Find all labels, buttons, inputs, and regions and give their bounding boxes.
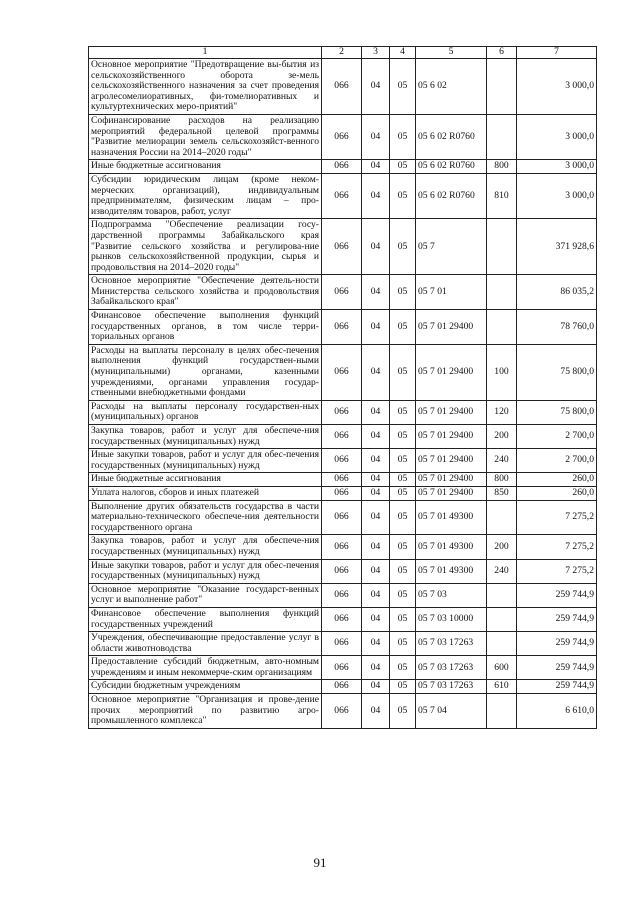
header-cell-7: 7 [517, 47, 597, 59]
table-row [89, 344, 597, 400]
row-ved-code: 066 [322, 656, 362, 680]
row-target-code: 05 7 03 [416, 583, 487, 607]
table-row [89, 400, 597, 424]
row-section-code: 04 [362, 173, 390, 218]
row-ved-code: 066 [322, 310, 362, 345]
table-row [89, 310, 597, 345]
row-section-code: 04 [362, 275, 390, 310]
row-name: Финансовое обеспечение выполнения функций государственных учреждений [89, 607, 322, 631]
row-subsection-code: 05 [390, 344, 416, 400]
row-subsection-code: 05 [390, 607, 416, 631]
row-expense-type-code [487, 114, 517, 159]
row-subsection-code: 05 [390, 583, 416, 607]
row-ved-code: 066 [322, 449, 362, 473]
row-subsection-code: 05 [390, 400, 416, 424]
row-amount: 2 700,0 [517, 449, 597, 473]
table-row [89, 535, 597, 559]
table-row [89, 449, 597, 473]
row-subsection-code: 05 [390, 656, 416, 680]
row-section-code: 04 [362, 114, 390, 159]
row-amount: 75 800,0 [517, 400, 597, 424]
row-target-code: 05 7 03 10000 [416, 607, 487, 631]
row-name: Закупка товаров, работ и услуг для обеспече-ния государственных (муниципальных) нужд [89, 535, 322, 559]
row-expense-type-code [487, 59, 517, 115]
table-row [89, 500, 597, 535]
row-expense-type-code: 100 [487, 344, 517, 400]
row-ved-code: 066 [322, 535, 362, 559]
row-section-code: 04 [362, 680, 390, 694]
row-section-code: 04 [362, 59, 390, 115]
row-expense-type-code [487, 275, 517, 310]
row-name: Основное мероприятие "Предотвращение вы-бытия из сельскохозяйственного оборота зе-мель сельскохозяйственного назначения за счет проведения агролесомелиоративных, фи-томелиоративных и культуртехнических меро-приятий" [89, 59, 322, 115]
row-subsection-code: 05 [390, 310, 416, 345]
row-subsection-code: 05 [390, 559, 416, 583]
row-expense-type-code: 600 [487, 656, 517, 680]
row-target-code: 05 7 01 [416, 275, 487, 310]
row-name: Иные бюджетные ассигнования [89, 160, 322, 174]
row-expense-type-code [487, 694, 517, 729]
row-expense-type-code: 810 [487, 173, 517, 218]
page-number: 91 [313, 855, 327, 870]
row-name: Субсидии бюджетным учреждениям [89, 680, 322, 694]
row-subsection-code: 05 [390, 59, 416, 115]
row-subsection-code: 05 [390, 219, 416, 275]
row-section-code: 04 [362, 219, 390, 275]
table-row [89, 656, 597, 680]
row-ved-code: 066 [322, 275, 362, 310]
row-amount: 259 744,9 [517, 656, 597, 680]
row-section-code: 04 [362, 559, 390, 583]
row-expense-type-code [487, 500, 517, 535]
row-target-code: 05 7 03 17263 [416, 680, 487, 694]
row-subsection-code: 05 [390, 449, 416, 473]
row-name: Основное мероприятие "Обеспечение деятель-ности Министерства сельского хозяйства и продовольствия Забайкальского края" [89, 275, 322, 310]
table-row [89, 114, 597, 159]
row-expense-type-code: 800 [487, 473, 517, 487]
row-target-code: 05 6 02 R0760 [416, 160, 487, 174]
row-expense-type-code [487, 219, 517, 275]
row-ved-code: 066 [322, 607, 362, 631]
row-target-code: 05 7 01 49300 [416, 500, 487, 535]
row-section-code: 04 [362, 449, 390, 473]
row-amount: 371 928,6 [517, 219, 597, 275]
row-expense-type-code: 800 [487, 160, 517, 174]
row-section-code: 04 [362, 425, 390, 449]
row-amount: 75 800,0 [517, 344, 597, 400]
row-ved-code: 066 [322, 473, 362, 487]
row-name: Финансовое обеспечение выполнения функций государственных органов, в том числе терри-ториальных органов [89, 310, 322, 345]
table-row [89, 219, 597, 275]
row-name: Закупка товаров, работ и услуг для обеспече-ния государственных (муниципальных) нужд [89, 425, 322, 449]
row-target-code: 05 7 03 17263 [416, 632, 487, 656]
row-section-code: 04 [362, 632, 390, 656]
row-name: Основное мероприятие "Оказание государст-венных услуг и выполнение работ" [89, 583, 322, 607]
table-row [89, 160, 597, 174]
row-subsection-code: 05 [390, 535, 416, 559]
row-subsection-code: 05 [390, 275, 416, 310]
row-target-code: 05 7 01 29400 [416, 344, 487, 400]
row-amount: 3 000,0 [517, 114, 597, 159]
row-section-code: 04 [362, 310, 390, 345]
header-row [89, 47, 597, 59]
row-section-code: 04 [362, 535, 390, 559]
table-row [89, 583, 597, 607]
row-target-code: 05 7 01 29400 [416, 425, 487, 449]
row-subsection-code: 05 [390, 425, 416, 449]
row-target-code: 05 6 02 R0760 [416, 114, 487, 159]
row-ved-code: 066 [322, 486, 362, 500]
row-target-code: 05 7 01 29400 [416, 400, 487, 424]
row-section-code: 04 [362, 694, 390, 729]
row-section-code: 04 [362, 473, 390, 487]
header-cell-2: 2 [322, 47, 362, 59]
row-target-code: 05 7 01 49300 [416, 535, 487, 559]
row-subsection-code: 05 [390, 500, 416, 535]
row-ved-code: 066 [322, 59, 362, 115]
row-name: Выполнение других обязательств государства в части материально-технического обеспече-ния деятельности государственного органа [89, 500, 322, 535]
row-section-code: 04 [362, 656, 390, 680]
row-ved-code: 066 [322, 583, 362, 607]
row-name: Софинансирование расходов на реализацию мероприятий федеральной целевой программы "Развитие мелиорации земель сельскохозяйст-венного назначения России на 2014–2020 годы" [89, 114, 322, 159]
row-name: Уплата налогов, сборов и иных платежей [89, 486, 322, 500]
row-ved-code: 066 [322, 500, 362, 535]
row-name: Расходы на выплаты персоналу в целях обес-печения выполнения функций государствен-ными (муниципальными) органами, казенными учреждениями, органами управления государ-ственными внебюджетными фондами [89, 344, 322, 400]
row-amount: 3 000,0 [517, 160, 597, 174]
row-name: Расходы на выплаты персоналу государствен-ных (муниципальных) органов [89, 400, 322, 424]
row-name: Субсидии юридическим лицам (кроме неком-мерческих организаций), индивидуальным предпринимателям, физическим лицам – про-изводителям товаров, работ, услуг [89, 173, 322, 218]
row-section-code: 04 [362, 486, 390, 500]
row-ved-code: 066 [322, 160, 362, 174]
row-expense-type-code: 240 [487, 559, 517, 583]
row-section-code: 04 [362, 500, 390, 535]
row-ved-code: 066 [322, 344, 362, 400]
row-expense-type-code [487, 607, 517, 631]
table-row [89, 694, 597, 729]
table-row [89, 173, 597, 218]
table-row [89, 473, 597, 487]
row-ved-code: 066 [322, 219, 362, 275]
table-row [89, 425, 597, 449]
row-expense-type-code: 850 [487, 486, 517, 500]
row-ved-code: 066 [322, 559, 362, 583]
table-row [89, 275, 597, 310]
row-ved-code: 066 [322, 632, 362, 656]
row-amount: 7 275,2 [517, 500, 597, 535]
row-amount: 3 000,0 [517, 173, 597, 218]
row-section-code: 04 [362, 160, 390, 174]
row-section-code: 04 [362, 583, 390, 607]
row-expense-type-code [487, 632, 517, 656]
row-expense-type-code: 240 [487, 449, 517, 473]
table-row [89, 680, 597, 694]
row-amount: 86 035,2 [517, 275, 597, 310]
row-target-code: 05 7 01 29400 [416, 310, 487, 345]
row-expense-type-code: 200 [487, 425, 517, 449]
header-cell-5: 5 [416, 47, 487, 59]
row-subsection-code: 05 [390, 173, 416, 218]
row-expense-type-code: 200 [487, 535, 517, 559]
row-target-code: 05 7 01 29400 [416, 449, 487, 473]
budget-table [88, 46, 597, 729]
row-amount: 78 760,0 [517, 310, 597, 345]
table-row [89, 59, 597, 115]
row-target-code: 05 7 04 [416, 694, 487, 729]
row-expense-type-code [487, 583, 517, 607]
row-amount: 259 744,9 [517, 583, 597, 607]
row-target-code: 05 7 01 29400 [416, 473, 487, 487]
row-subsection-code: 05 [390, 473, 416, 487]
row-ved-code: 066 [322, 694, 362, 729]
row-ved-code: 066 [322, 425, 362, 449]
row-amount: 7 275,2 [517, 559, 597, 583]
row-amount: 260,0 [517, 473, 597, 487]
row-section-code: 04 [362, 607, 390, 631]
row-amount: 2 700,0 [517, 425, 597, 449]
row-subsection-code: 05 [390, 694, 416, 729]
row-amount: 259 744,9 [517, 632, 597, 656]
row-subsection-code: 05 [390, 486, 416, 500]
row-amount: 6 610,0 [517, 694, 597, 729]
row-expense-type-code: 120 [487, 400, 517, 424]
row-name: Предоставление субсидий бюджетным, авто-номным учреждениям и иным некоммерче-ским организациям [89, 656, 322, 680]
row-name: Иные закупки товаров, работ и услуг для обес-печения государственных (муниципальных) нужд [89, 449, 322, 473]
row-subsection-code: 05 [390, 160, 416, 174]
row-ved-code: 066 [322, 114, 362, 159]
row-amount: 7 275,2 [517, 535, 597, 559]
row-ved-code: 066 [322, 173, 362, 218]
row-name: Учреждения, обеспечивающие предоставление услуг в области животноводства [89, 632, 322, 656]
row-amount: 259 744,9 [517, 680, 597, 694]
row-name: Иные закупки товаров, работ и услуг для обес-печения государственных (муниципальных) нужд [89, 559, 322, 583]
row-target-code: 05 6 02 [416, 59, 487, 115]
header-cell-1: 1 [89, 47, 322, 59]
row-target-code: 05 7 01 29400 [416, 486, 487, 500]
row-target-code: 05 7 [416, 219, 487, 275]
row-name: Основное мероприятие "Организация и прове-дение прочих мероприятий по развитию агро-промышленного комплекса" [89, 694, 322, 729]
row-target-code: 05 7 01 49300 [416, 559, 487, 583]
header-cell-4: 4 [390, 47, 416, 59]
row-expense-type-code [487, 310, 517, 345]
row-expense-type-code: 610 [487, 680, 517, 694]
table-row [89, 559, 597, 583]
header-cell-3: 3 [362, 47, 390, 59]
table-body [89, 59, 597, 729]
row-target-code: 05 6 02 R0760 [416, 173, 487, 218]
table-row [89, 486, 597, 500]
row-section-code: 04 [362, 344, 390, 400]
row-subsection-code: 05 [390, 632, 416, 656]
row-ved-code: 066 [322, 680, 362, 694]
row-section-code: 04 [362, 400, 390, 424]
row-target-code: 05 7 03 17263 [416, 656, 487, 680]
table-row [89, 632, 597, 656]
row-name: Иные бюджетные ассигнования [89, 473, 322, 487]
row-amount: 260,0 [517, 486, 597, 500]
row-subsection-code: 05 [390, 114, 416, 159]
row-amount: 259 744,9 [517, 607, 597, 631]
row-name: Подпрограмма "Обеспечение реализации госу-дарственной программы Забайкальского края "Развитие сельского хозяйства и регулирова-ние рынков сельскохозяйственной продукции, сырья и продовольствия на 2014–2020 годы" [89, 219, 322, 275]
table-row [89, 607, 597, 631]
row-amount: 3 000,0 [517, 59, 597, 115]
header-cell-6: 6 [487, 47, 517, 59]
row-subsection-code: 05 [390, 680, 416, 694]
row-ved-code: 066 [322, 400, 362, 424]
